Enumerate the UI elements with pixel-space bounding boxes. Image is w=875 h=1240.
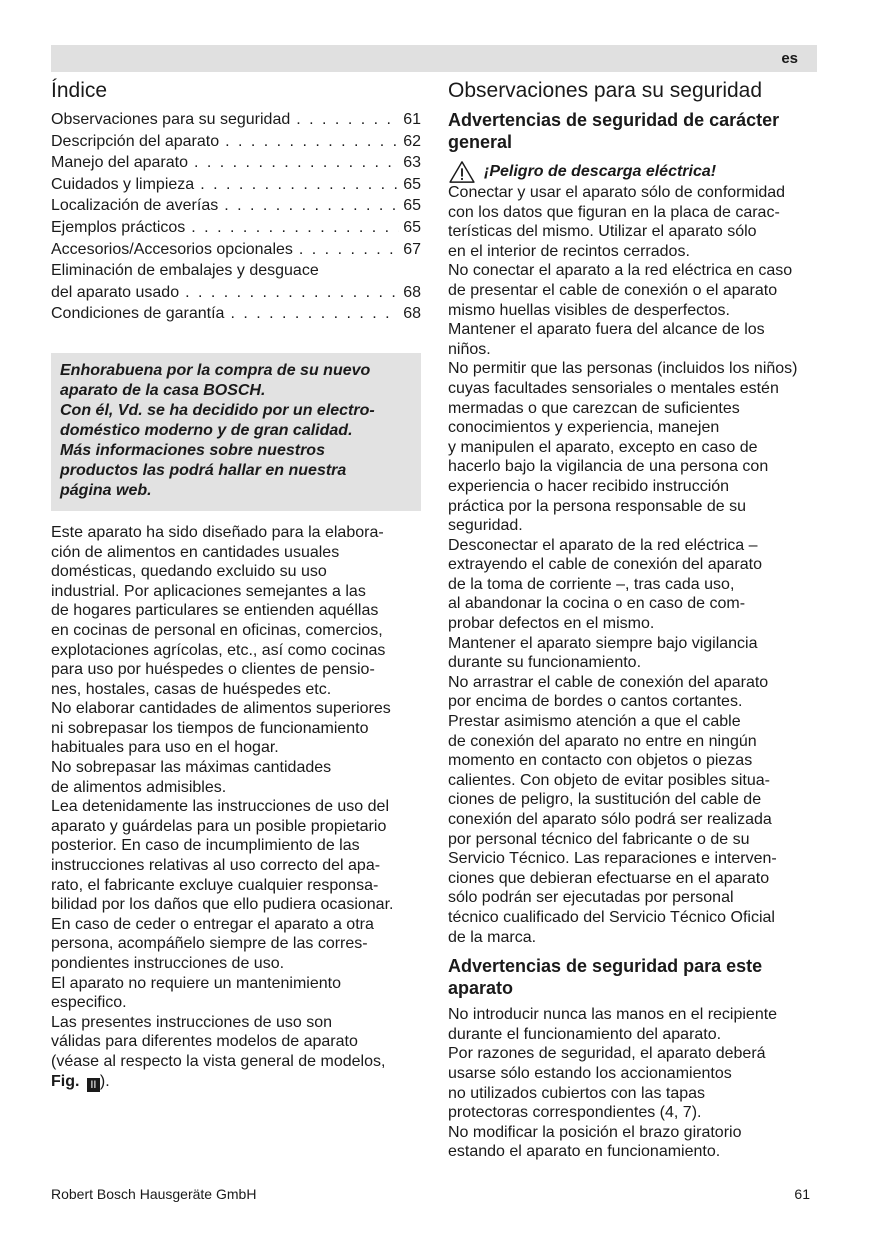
highlight-line: productos las podrá hallar en nuestra (60, 461, 347, 479)
index-title: Índice (51, 79, 108, 102)
text-line: (véase al respecto la vista general de modelos, (51, 1052, 386, 1070)
figure-label: Fig. (51, 1072, 80, 1090)
highlight-line: Enhorabuena por la compra de su nuevo (60, 361, 371, 379)
text-line: por encima de bordes o cantos cortantes. (448, 693, 743, 711)
toc-entry-title: Accesorios/Accesorios opcionales (51, 240, 293, 258)
warning-text: ¡Peligro de descarga eléctrica! (484, 163, 717, 180)
toc-dot-leader (218, 195, 399, 217)
toc-entry-title: Cuidados y limpieza (51, 175, 195, 193)
text-line: domésticas, quedando excluido su uso (51, 563, 327, 581)
text-line: con los datos que figuran en la placa de carac- (448, 203, 780, 221)
toc-entry-line: Eliminación de embalajes y desguace (51, 262, 319, 280)
text-line: práctica por la persona responsable de su (448, 497, 746, 515)
toc-entry-title: Descripción del aparato (51, 132, 220, 150)
text-line: momento en contacto con objetos o piezas (448, 752, 753, 770)
left-column (51, 78, 421, 1092)
text-line: industrial. Por aplicaciones semejantes a las (51, 582, 366, 600)
text-line: Lea detenidamente las instrucciones de uso del (51, 798, 389, 816)
toc-entry (51, 109, 421, 131)
toc-entry-page: 62 (403, 132, 421, 150)
toc-entry-title: Ejemplos prácticos (51, 218, 186, 236)
text-line: experiencia o hacer recibido instrucción (448, 477, 730, 495)
appliance-warnings-text (448, 1005, 818, 1162)
language-code: es (781, 50, 798, 67)
toc-dot-leader (194, 174, 399, 196)
text-line: aparato y guárdelas para un posible propietario (51, 817, 387, 835)
text-line: conexión del aparato sólo podrá ser realizada (448, 811, 772, 828)
text-line: conocimientos y experiencia, manejen (448, 419, 720, 437)
highlight-line: Con él, Vd. se ha decidido por un electro- (60, 401, 375, 419)
text-line: ciones de peligro, la sustitución del cable de (448, 791, 762, 809)
text-line: pondientes instrucciones de uso. (51, 955, 285, 972)
toc-entry-page: 67 (403, 240, 421, 258)
appliance-warnings-heading: Advertencias de seguridad para este aparato (448, 956, 763, 999)
text-line: rato, el fabricante excluye cualquier responsa- (51, 876, 379, 894)
text-line: posterior. En caso de incumplimiento de las (51, 837, 360, 855)
text-line: ción de alimentos en cantidades usuales (51, 543, 340, 561)
toc-entry (51, 239, 421, 261)
figure-number-badge: II (87, 1078, 100, 1092)
toc-entry-page: 65 (403, 175, 421, 193)
text-line: Este aparato ha sido diseñado para la elabora- (51, 523, 384, 541)
toc-entry-page: 68 (403, 283, 421, 301)
intro-text (51, 523, 421, 1072)
highlight-line: página web. (60, 481, 152, 499)
text-line: de hogares particulares se entienden aquéllas (51, 602, 379, 620)
text-line: Prestar asimismo atención a que el cable (448, 713, 741, 731)
toc-entry (51, 195, 421, 217)
text-line: al abandonar la cocina o en caso de com- (448, 595, 746, 613)
text-line: sólo podrán ser ejecutadas por personal (448, 889, 734, 907)
text-line: para uso por huéspedes o clientes de pensio- (51, 661, 375, 679)
language-bar (51, 45, 817, 72)
toc-entry-title: Localización de averías (51, 197, 219, 215)
text-line: válidas para diferentes modelos de aparato (51, 1033, 358, 1051)
highlight-line: Más informaciones sobre nuestros (60, 441, 325, 459)
toc-entry (51, 282, 421, 304)
text-line: No introducir nunca las manos en el recipiente (448, 1006, 778, 1024)
text-line: No modificar la posición el brazo giratorio (448, 1123, 742, 1141)
toc-entry-title: del aparato usado (51, 283, 180, 301)
text-line: persona, acompáñelo siempre de las corres- (51, 935, 368, 953)
text-line: en el interior de recintos cerrados. (448, 242, 690, 260)
footer-page-number: 61 (794, 1186, 810, 1202)
text-line: instrucciones relativas al uso correcto del apa- (51, 857, 381, 875)
figure-reference-line (51, 1072, 421, 1092)
text-line: en cocinas de personal en oficinas, comercios, (51, 621, 383, 639)
toc-dot-leader (293, 239, 399, 261)
toc-dot-leader (219, 131, 399, 153)
toc-entry-page: 61 (403, 111, 421, 128)
toc-entry-page: 65 (403, 218, 421, 236)
electric-shock-warning (448, 161, 818, 183)
toc-entry-title: Observaciones para su seguridad (51, 111, 291, 128)
text-line: protectoras correspondientes (4, 7). (448, 1104, 702, 1122)
text-line: mermadas o que carezcan de suficientes (448, 399, 740, 417)
text-line: habituales para uso en el hogar. (51, 739, 279, 757)
text-line: Mantener el aparato fuera del alcance de los (448, 321, 765, 339)
toc-entry-title: Manejo del aparato (51, 154, 188, 172)
toc-entry-page: 68 (403, 305, 421, 323)
text-line: especifico. (51, 994, 127, 1012)
toc-entry (51, 174, 421, 196)
right-column (448, 78, 818, 1162)
highlight-line: doméstico moderno y de gran calidad. (60, 421, 353, 439)
text-line: bilidad por los daños que ello pudiera ocasionar. (51, 896, 394, 914)
text-line: Desconectar el aparato de la red eléctrica – (448, 536, 758, 554)
text-line: No arrastrar el cable de conexión del aparato (448, 673, 769, 691)
text-line: mismo huellas visibles de desperfectos. (448, 301, 730, 319)
toc-dot-leader (185, 217, 399, 239)
text-line: terísticas del mismo. Utilizar el aparato sólo (448, 223, 757, 241)
text-line: de la marca. (448, 928, 537, 946)
text-line: estando el aparato en funcionamiento. (448, 1143, 721, 1161)
warning-triangle-icon (448, 161, 476, 183)
text-line: probar defectos en el mismo. (448, 615, 655, 633)
toc-dot-leader (188, 152, 399, 174)
text-line: no utilizados cubiertos con las tapas (448, 1084, 706, 1102)
text-line: Servicio Técnico. Las reparaciones e interven- (448, 850, 777, 868)
text-line: usarse sólo estando los accionamientos (448, 1064, 732, 1082)
general-warnings-text (448, 183, 818, 947)
text-line: hacerlo bajo la vigilancia de una persona con (448, 458, 769, 476)
text-line: No conectar el aparato a la red eléctrica en caso (448, 262, 793, 280)
text-line: cuyas facultades sensoriales o mentales estén (448, 379, 779, 397)
text-line: No elaborar cantidades de alimentos superiores (51, 700, 391, 718)
text-line: explotaciones agrícolas, etc., así como cocinas (51, 641, 386, 659)
text-line: de la toma de corriente –, tras cada uso, (448, 575, 735, 593)
text-line: Las presentes instrucciones de uso son (51, 1013, 333, 1031)
figure-suffix: ). (99, 1072, 110, 1090)
safety-title: Observaciones para su seguridad (448, 79, 763, 102)
toc-entry-page: 65 (403, 197, 421, 215)
text-line: Por razones de seguridad, el aparato deberá (448, 1045, 766, 1063)
text-line: nes, hostales, casas de huéspedes etc. (51, 680, 332, 698)
text-line: ciones que debieran efectuarse en el aparato (448, 869, 770, 887)
text-line: por personal técnico del fabricante o de su (448, 830, 750, 848)
general-warnings-heading: Advertencias de seguridad de carácter general (448, 110, 780, 152)
text-line: niños. (448, 340, 491, 358)
text-line: técnico cualificado del Servicio Técnico Oficial (448, 908, 775, 926)
toc-entry-title: Condiciones de garantía (51, 305, 225, 323)
text-line: No permitir que las personas (incluidos los niños) (448, 360, 798, 378)
text-line: durante el funcionamiento del aparato. (448, 1025, 722, 1043)
text-line: extrayendo el cable de conexión del aparato (448, 556, 762, 574)
text-line: durante su funcionamiento. (448, 654, 642, 672)
toc-entry (51, 152, 421, 174)
table-of-contents (51, 109, 421, 325)
text-line: seguridad. (448, 517, 523, 535)
toc-dot-leader (179, 282, 399, 304)
highlight-line: aparato de la casa BOSCH. (60, 381, 266, 399)
text-line: de presentar el cable de conexión o el aparato (448, 281, 778, 299)
toc-dot-leader (224, 303, 399, 325)
text-line: No sobrepasar las máximas cantidades (51, 759, 332, 777)
text-line: de conexión del aparato no entre en ningún (448, 732, 757, 750)
text-line: Mantener el aparato siempre bajo vigilancia (448, 634, 758, 652)
toc-entry (51, 217, 421, 239)
toc-entry (51, 303, 421, 325)
text-line: ni sobrepasar los tiempos de funcionamiento (51, 719, 369, 737)
text-line: y manipulen el aparato, excepto en caso de (448, 438, 758, 456)
text-line: calientes. Con objeto de evitar posibles situa- (448, 771, 770, 789)
text-line: El aparato no requiere un mantenimiento (51, 974, 341, 992)
text-line: Conectar y usar el aparato sólo de conformidad (448, 184, 786, 201)
text-line: En caso de ceder o entregar el aparato a otra (51, 915, 374, 933)
text-line: de alimentos admisibles. (51, 778, 227, 796)
footer-company: Robert Bosch Hausgeräte GmbH (51, 1186, 257, 1202)
toc-dot-leader (290, 109, 399, 131)
toc-entry-page: 63 (403, 154, 421, 172)
congratulations-box (51, 353, 421, 511)
toc-entry (51, 131, 421, 153)
